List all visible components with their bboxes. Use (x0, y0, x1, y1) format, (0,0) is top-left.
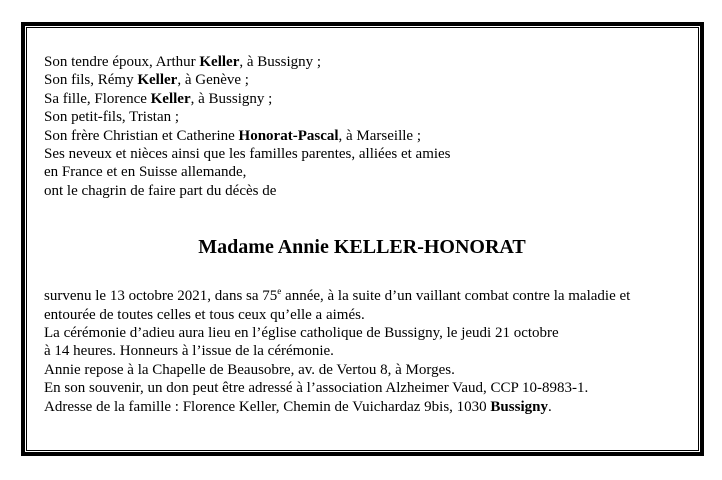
intro-line-text: Son petit-fils, Tristan ; (44, 109, 180, 126)
body-line (44, 324, 680, 342)
deceased-name: Madame Annie KELLER-HONORAT (198, 236, 526, 259)
intro-line (44, 127, 680, 145)
family-name-bold: Keller (137, 72, 178, 89)
family-name-bold: Bussigny (490, 398, 548, 415)
body-line (44, 306, 680, 324)
body-line-text: année, à la suite d’un vaillant combat contre la maladie et (281, 288, 631, 305)
intro-line-text: Ses neveux et nièces ainsi que les familles parentes, alliées et amies (44, 146, 451, 163)
intro-line-text: Son tendre époux, Arthur (44, 54, 200, 70)
intro-line-text: , à Bussigny ; (239, 54, 322, 70)
family-intro-block (44, 53, 680, 200)
body-line-text: entourée de toutes celles et tous ceux qu’elle a aimés. (44, 306, 365, 323)
body-line-text: Annie repose à la Chapelle de Beausobre, av. de Vertou 8, à Morges. (44, 361, 455, 378)
family-name-bold: Honorat-Pascal (238, 127, 339, 144)
family-name-bold: Keller (199, 54, 240, 70)
intro-line (44, 145, 680, 163)
intro-line-text: , à Bussigny ; (190, 90, 273, 107)
details-block (44, 287, 680, 416)
intro-line-text: , à Genève ; (177, 72, 249, 89)
intro-line (44, 163, 680, 181)
intro-line-text: Son frère Christian et Catherine (44, 127, 239, 144)
body-line-text: La cérémonie d’adieu aura lieu en l’église catholique de Bussigny, le jeudi 21 octobre (44, 325, 559, 342)
intro-line-text: Son fils, Rémy (44, 72, 138, 89)
intro-line-text: en France et en Suisse allemande, (44, 164, 247, 181)
announcement-content (27, 28, 698, 450)
body-line (44, 361, 680, 379)
intro-line (44, 53, 680, 71)
intro-line (44, 71, 680, 89)
body-line (44, 379, 680, 397)
family-name-bold: Keller (150, 90, 191, 107)
body-line (44, 342, 680, 360)
intro-line (44, 90, 680, 108)
announcement-border-inner (26, 27, 699, 451)
intro-line (44, 108, 680, 126)
intro-line-text: Sa fille, Florence (44, 90, 151, 107)
body-line (44, 287, 680, 305)
intro-line-text: , à Marseille ; (338, 127, 421, 144)
body-line-text: à 14 heures. Honneurs à l’issue de la cérémonie. (44, 343, 334, 360)
announcement-border-outer (21, 22, 704, 456)
body-line-text: survenu le 13 octobre 2021, dans sa 75 (44, 288, 278, 305)
intro-line (44, 182, 680, 200)
body-line-text: . (547, 398, 552, 415)
body-line (44, 398, 680, 416)
body-line-text: Adresse de la famille : Florence Keller, Chemin de Vuichardaz 9bis, 1030 (44, 398, 491, 415)
body-line-text: En son souvenir, un don peut être adressé à l’association Alzheimer Vaud, CCP 10-8983-1. (44, 380, 589, 397)
intro-line-text: ont le chagrin de faire part du décès de (44, 182, 277, 199)
ordinal-superscript: e (277, 286, 282, 297)
